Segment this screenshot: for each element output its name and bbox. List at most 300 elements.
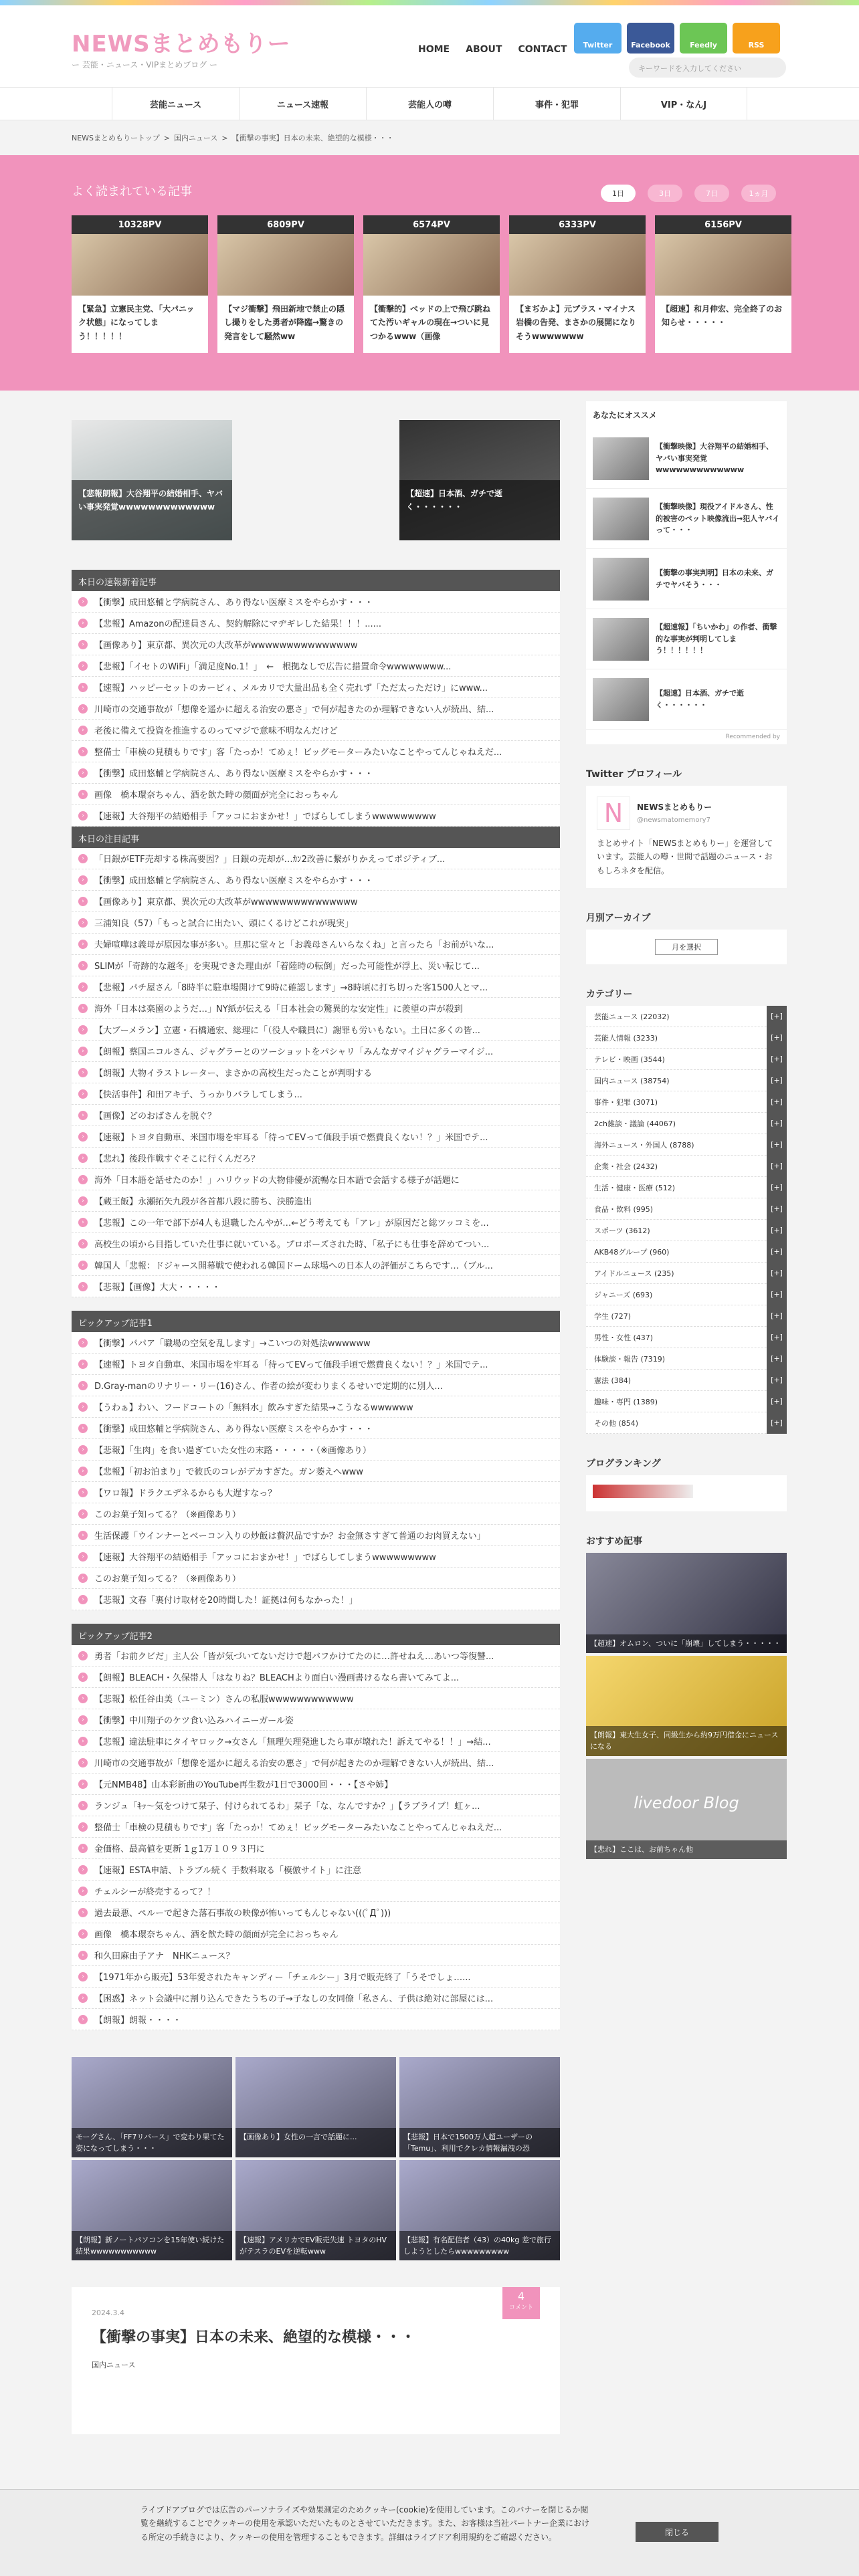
bullet-icon: › <box>78 1531 88 1540</box>
tab-1month[interactable]: 1ヵ月 <box>741 185 776 202</box>
list-item[interactable] <box>72 1332 560 1354</box>
list-item[interactable] <box>72 1148 560 1169</box>
category-item[interactable] <box>586 1348 787 1370</box>
list-item[interactable] <box>72 869 560 891</box>
list-item[interactable] <box>72 1169 560 1190</box>
list-item-text: 老後に備えて投資を推進するのってマジで意味不明なんだけど <box>94 726 338 736</box>
list-item-text: 三浦知良（57）「もっと試合に出たい、頭にくるけどこれが現実」 <box>94 919 354 929</box>
expand-icon[interactable]: [+] <box>767 1070 787 1091</box>
list-item-text: このお菓子知ってる？（※画像あり） <box>94 1574 241 1584</box>
list-item-text: 高校生の頃から目指していた仕事に就いている。プロボーズされた時、「私子にも仕事を辞めてつい... <box>94 1240 490 1250</box>
category-item[interactable] <box>586 1284 787 1305</box>
list-item-text: 【元NMB48】山本彩新曲のYouTube再生数が1日で3000回・・・【さや姉】 <box>94 1780 393 1790</box>
bullet-icon: › <box>78 1509 88 1519</box>
list-item[interactable] <box>72 1838 560 1859</box>
list-item[interactable] <box>72 655 560 677</box>
expand-icon[interactable]: [+] <box>767 1348 787 1370</box>
list-item-text: 【衝撃】成田悠輔と学病院さん、あり得ない医療ミスをやらかす・・・ <box>94 598 373 608</box>
expand-icon[interactable]: [+] <box>767 1327 787 1348</box>
list-item-text: 【朗報】BLEACH・久保帯人「はなりね？BLEACHより面白い漫画書けるなら書いてみてよ... <box>94 1673 460 1683</box>
bullet-icon: › <box>78 1844 88 1853</box>
list-item-text: 整備士「車検の見積もりです」客「たっか！てめぇ！ビッグモーターみたいなことやってんじゃねえだ... <box>94 748 502 758</box>
gnav-item[interactable]: 事件・犯罪 <box>493 88 620 120</box>
list-item[interactable] <box>72 1461 560 1482</box>
expand-icon[interactable]: [+] <box>767 1006 787 1027</box>
crumb-cat[interactable]: 国内ニュース <box>173 134 218 142</box>
bullet-icon: › <box>78 1424 88 1433</box>
crumb-home[interactable]: NEWSまとめもりートップ <box>72 134 160 142</box>
list-item[interactable] <box>72 1774 560 1795</box>
facebook-button[interactable]: Facebook <box>627 23 674 53</box>
list-item-text: 和久田麻由子アナ NHKニュース？ <box>94 1951 235 1961</box>
list-item-text: ランジュ「ｷｯ～気をつけて栞子、付けられてるわ」栞子「な、なんですか？」【ラブライブ！虹ヶ... <box>94 1802 480 1812</box>
list-item[interactable] <box>72 1688 560 1709</box>
bullet-icon: › <box>78 597 88 607</box>
profile-avatar[interactable]: N <box>597 796 630 830</box>
list-item[interactable] <box>72 912 560 934</box>
ranking-section <box>0 155 859 391</box>
category-label: 2ch雑談・議論 (44067) <box>594 1119 676 1128</box>
category-item[interactable] <box>586 1070 787 1091</box>
recommend-item[interactable] <box>586 429 787 489</box>
blogrank-banner[interactable] <box>593 1485 693 1498</box>
article-lists <box>72 570 560 2030</box>
category-item[interactable] <box>586 1177 787 1198</box>
category-item[interactable] <box>586 1327 787 1348</box>
comment-label: コメント <box>508 2304 533 2311</box>
expand-icon[interactable]: [+] <box>767 1027 787 1049</box>
bullet-icon: › <box>78 704 88 714</box>
category-item[interactable] <box>586 1412 787 1434</box>
osusume-title: おすすめ記事 <box>586 1527 787 1553</box>
recommend-thumb <box>593 558 649 601</box>
site-tagline: ー 芸能・ニュース・VIPまとめブログ ー <box>72 60 218 70</box>
profile-handle[interactable]: @newsmatomemory7 <box>637 816 710 824</box>
list-item-text: 【朗報】大物イラストレーター、まさかの高校生だったことが判明する <box>94 1069 373 1079</box>
list-item[interactable] <box>72 1988 560 2009</box>
list-item[interactable] <box>72 1212 560 1233</box>
ranking-title-text: 【マジ衝撃】飛田新地で禁止の隠し撮りをした勇者が降臨→驚きの発言をして騒然ww <box>224 304 345 341</box>
article-header <box>72 2287 560 2434</box>
list-item[interactable] <box>72 848 560 869</box>
recommend-text: 【衝撃の事実判明】日本の未来、ガチでヤバそう・・・ <box>656 568 773 589</box>
list-item[interactable] <box>72 1525 560 1546</box>
list-item[interactable] <box>72 1816 560 1838</box>
list-item-text: 【1971年から販売】53年愛されたキャンディー「チェルシー」3月で販売終了「うそでしょ…... <box>94 1973 471 1983</box>
category-item[interactable] <box>586 1091 787 1113</box>
recommend-item[interactable] <box>586 549 787 609</box>
bullet-icon: › <box>78 1132 88 1142</box>
gnav-item[interactable]: ニュース速報 <box>239 88 366 120</box>
list-item-text: 【悲報】「生肉」を食い過ぎていた女性の末路・・・・・（※画像あり） <box>94 1446 371 1456</box>
list-item-text: 【速報】大谷翔平の結婚相手「アッコにおまかせ！」でばらしてしまうwwwwwwwww <box>94 1553 436 1563</box>
list-item[interactable] <box>72 1019 560 1041</box>
list-item[interactable] <box>72 698 560 720</box>
bullet-icon: › <box>78 940 88 949</box>
list-item[interactable] <box>72 1503 560 1525</box>
bullet-icon: › <box>78 1574 88 1583</box>
list-item[interactable] <box>72 1126 560 1148</box>
featured-card[interactable] <box>399 420 560 540</box>
bullet-icon: › <box>78 1488 88 1497</box>
list-item[interactable] <box>72 1418 560 1439</box>
main-column <box>72 420 560 2434</box>
category-label: 生活・健康・医療 (512) <box>594 1183 676 1192</box>
crumb-current: 【衝撃の事実】日本の未来、絶望的な模様・・・ <box>231 134 394 142</box>
osusume-caption: 【悲れ】ここは、お前ちゃん他 <box>586 1840 787 1860</box>
recommend-text: 【衝撃映像】大谷翔平の結婚相手、ヤバい事実発覚wwwwwwwwwwwww <box>656 442 773 475</box>
category-label: テレビ・映画 (3544) <box>594 1055 665 1064</box>
list-item[interactable] <box>72 1375 560 1396</box>
article-category[interactable]: 国内ニュース <box>92 2361 136 2369</box>
list-item[interactable] <box>72 1276 560 1297</box>
list-item-text: 【悲報】文春「裏付け取材を20時間した！証拠は何もなかった！」 <box>94 1596 358 1606</box>
list-item[interactable] <box>72 1062 560 1083</box>
bullet-icon: › <box>78 726 88 735</box>
grid-card[interactable] <box>399 2160 560 2260</box>
list-item-text: 【困惑】ネット会議中に割り込んできたうちの子→子なしの女同僚「私さん、子供は絶対に部屋には... <box>94 1994 494 2004</box>
bullet-icon: › <box>78 1467 88 1476</box>
ranking-card[interactable] <box>509 215 646 353</box>
expand-icon[interactable]: [+] <box>767 1370 787 1391</box>
category-item[interactable] <box>586 1198 787 1220</box>
expand-icon[interactable]: [+] <box>767 1198 787 1220</box>
list-block <box>72 827 560 1297</box>
site-logo[interactable]: NEWSまとめもりー <box>72 31 291 58</box>
grid-card[interactable] <box>72 2160 232 2260</box>
recommend-text: 【超速報】「ちいかわ」の作者、衝撃的な事実が判明してしまう！！！！！！ <box>656 623 777 655</box>
list-item-text: 【蔵王飯】永瀬拓矢九段が各首都八段に勝ち、決勝進出 <box>94 1197 312 1207</box>
grid-card[interactable] <box>235 2160 396 2260</box>
list-item[interactable] <box>72 1482 560 1503</box>
list-item[interactable] <box>72 805 560 827</box>
list-heading: ピックアップ記事2 <box>72 1624 560 1645</box>
top-stripe <box>0 0 859 5</box>
grid-card[interactable] <box>399 2057 560 2157</box>
category-item[interactable] <box>586 1263 787 1284</box>
category-item[interactable] <box>586 1305 787 1327</box>
bullet-icon: › <box>78 1111 88 1120</box>
bullet-icon: › <box>78 1218 88 1227</box>
list-item[interactable] <box>72 1255 560 1276</box>
recommend-item[interactable] <box>586 609 787 669</box>
nav-about[interactable]: ABOUT <box>466 44 502 55</box>
list-item[interactable] <box>72 613 560 634</box>
category-label: 国内ニュース (38754) <box>594 1076 670 1085</box>
osusume-item[interactable] <box>586 1656 787 1756</box>
list-item-text: 【朗報】朗報・・・・ <box>94 2016 182 2026</box>
category-item[interactable] <box>586 1241 787 1263</box>
category-label: 芸能人情報 (3233) <box>594 1033 658 1043</box>
bullet-icon: › <box>78 1552 88 1562</box>
list-item[interactable] <box>72 1041 560 1062</box>
list-item[interactable] <box>72 1083 560 1105</box>
expand-icon[interactable]: [+] <box>767 1113 787 1134</box>
category-item[interactable] <box>586 1113 787 1134</box>
list-item-text: D.Gray-manのリナリー・リー(16)さん、作者の絵が変わりまくるせいで定期的に別人... <box>94 1382 443 1392</box>
list-item[interactable] <box>72 1439 560 1461</box>
ranking-pv: 6333PV <box>509 215 646 234</box>
list-item[interactable] <box>72 955 560 976</box>
bullet-icon: › <box>78 1196 88 1206</box>
blogrank-widget <box>586 1475 787 1511</box>
comment-count-badge[interactable] <box>502 2287 540 2319</box>
category-item[interactable] <box>586 1027 787 1049</box>
recommend-item[interactable] <box>586 489 787 549</box>
bullet-icon: › <box>78 1715 88 1725</box>
ranking-pv: 6574PV <box>363 215 500 234</box>
category-item[interactable] <box>586 1134 787 1156</box>
archive-widget <box>586 930 787 964</box>
list-item[interactable] <box>72 1945 560 1966</box>
top-nav <box>418 44 567 55</box>
bullet-icon: › <box>78 1282 88 1291</box>
list-item-text: 夫婦喧嘩は義母が原因な事が多い。旦那に堂々と「お義母さんいらなくね」と言ったら「お前がいな... <box>94 940 494 950</box>
global-nav <box>0 87 859 120</box>
nav-home[interactable]: HOME <box>418 44 450 55</box>
ranking-card[interactable] <box>655 215 791 353</box>
featured-title: 【悲報朗報】大谷翔平の結婚相手、ヤバい事実発覚wwwwwwwwwwwww <box>72 480 232 540</box>
grid-caption: 【悲報】有名配信者（43）の40kg 差で旅行しようとしたらwwwwwwwww <box>399 2231 560 2260</box>
list-item[interactable] <box>72 677 560 698</box>
ranking-image <box>72 234 208 296</box>
list-item[interactable] <box>72 998 560 1019</box>
list-item[interactable] <box>72 741 560 762</box>
category-item[interactable] <box>586 1049 787 1070</box>
gnav-item[interactable]: 芸能ニュース <box>112 88 239 120</box>
bullet-icon: › <box>78 811 88 821</box>
list-item-text: 【衝撃】パパア「職場の空気を乱します」→こいつの対処法wwwwww <box>94 1339 371 1349</box>
profile-title: Twitter プロフィール <box>586 760 787 786</box>
list-item-text: 【衝撃】中川翔子のケツ食い込みハイニーガール姿 <box>94 1716 294 1726</box>
bullet-icon: › <box>78 1047 88 1056</box>
crumb-sep: > <box>221 133 228 142</box>
list-item-text: 【悲れ】後段作戦すぐそこに行くんだろ？ <box>94 1154 260 1164</box>
list-item[interactable] <box>72 1859 560 1881</box>
article-title: 【衝撃の事実】日本の未来、絶望的な模様・・・ <box>92 2329 416 2346</box>
bullet-icon: › <box>78 1089 88 1099</box>
list-item[interactable] <box>72 2009 560 2030</box>
expand-icon[interactable]: [+] <box>767 1263 787 1284</box>
list-item[interactable] <box>72 1105 560 1126</box>
recommend-item[interactable] <box>586 669 787 730</box>
bullet-icon: › <box>78 619 88 628</box>
ranking-card[interactable] <box>217 215 354 353</box>
list-item[interactable] <box>72 1731 560 1752</box>
profile-widget <box>586 786 787 888</box>
list-item[interactable] <box>72 1752 560 1774</box>
bullet-icon: › <box>78 1651 88 1660</box>
list-item[interactable] <box>72 1568 560 1589</box>
list-item[interactable] <box>72 1190 560 1212</box>
category-item[interactable] <box>586 1006 787 1027</box>
list-item[interactable] <box>72 1923 560 1945</box>
recommend-text: 【衝撃映像】現役アイドルさん、性的被害のペット映像流出→犯人ヤバイって・・・ <box>656 502 780 535</box>
list-item[interactable] <box>72 934 560 955</box>
cookie-banner <box>0 2489 859 2576</box>
list-item-text: SLIMが「奇跡的な越冬」を実現できた理由が「着陸時の転倒」だった可能性が浮上、災い転じて... <box>94 962 480 972</box>
category-label: その他 (854) <box>594 1418 639 1428</box>
ranking-title-text: 【超速】和月伸宏、完全終了のお知らせ・・・・・ <box>662 304 783 328</box>
ranking-tabs <box>601 185 776 202</box>
bullet-icon: › <box>78 1239 88 1249</box>
list-item[interactable] <box>72 976 560 998</box>
list-item[interactable] <box>72 762 560 784</box>
grid-card[interactable] <box>235 2057 396 2157</box>
bullet-icon: › <box>78 1929 88 1939</box>
recommend-text: 【超速】日本酒、ガチで逝く・・・・・・ <box>656 688 744 710</box>
list-item[interactable] <box>72 1966 560 1988</box>
bullet-icon: › <box>78 790 88 799</box>
list-item[interactable] <box>72 720 560 741</box>
ranking-pv: 10328PV <box>72 215 208 234</box>
category-label: 男性・女性 (437) <box>594 1333 654 1342</box>
ranking-image <box>509 234 646 296</box>
list-item[interactable] <box>72 1396 560 1418</box>
ranking-card[interactable] <box>72 215 208 353</box>
grid-card[interactable] <box>72 2057 232 2157</box>
bullet-icon: › <box>78 1822 88 1832</box>
expand-icon[interactable]: [+] <box>767 1134 787 1156</box>
expand-icon[interactable]: [+] <box>767 1284 787 1305</box>
list-item[interactable] <box>72 1795 560 1816</box>
nav-contact[interactable]: CONTACT <box>518 44 567 55</box>
ranking-cards <box>72 215 791 353</box>
list-item-text: 【悲報】【画像】大大・・・・・ <box>94 1283 221 1293</box>
ranking-title-text: 【緊急】立憲民主党、「大パニック状態」になってしまう！！！！！ <box>78 304 195 341</box>
featured-card[interactable] <box>72 420 232 540</box>
list-item-text: 画像 橋本環奈ちゃん、酒を飲た時の顔面が完全におっちゃん <box>94 790 339 800</box>
expand-icon[interactable]: [+] <box>767 1220 787 1241</box>
expand-icon[interactable]: [+] <box>767 1391 787 1412</box>
list-item-text: 【衝撃】成田悠輔と学病院さん、あり得ない医療ミスをやらかす・・・ <box>94 769 373 779</box>
list-item[interactable] <box>72 1546 560 1568</box>
cookie-text: ライブドアブログでは広告のパーソナライズや効果測定のためクッキー(cookie)を使用しています。このバナーを閉じるか閲覧を継続することでクッキーの使用を承認いただいたものとさせていただきます。また、お客様は当社パートナー企業における所定の手続きにより、クッキーの使用を管理することもできます。詳細はライブドア利用規約をご確認ください。 <box>140 2505 590 2542</box>
list-item[interactable] <box>72 891 560 912</box>
list-item[interactable] <box>72 1354 560 1375</box>
category-item[interactable] <box>586 1220 787 1241</box>
sidebar <box>586 401 787 1862</box>
grid-caption: 【速報】アメリカでEV販売失速 トヨタのHVがテスラのEVを逆転www <box>235 2231 396 2260</box>
bullet-icon: › <box>78 1887 88 1896</box>
list-item-text: 過去最悪、ペルーで起きた落石事故の映像が怖いってもんじゃない(((ﾟДﾟ))) <box>94 1909 391 1919</box>
list-item-text: 韓国人「悲報：ドジャース開幕戦で使われる韓国ドーム球場への日本人の評価がこちらです…（ブル... <box>94 1261 493 1271</box>
list-item-text: 勇者「お前クビだ」主人公「皆が気づいてないだけで超バフかけてたのに…許せねえ…あいつ等復讐... <box>94 1652 494 1662</box>
list-item-text: 【悲報】Amazonの配達員さん、契約解除にマヂギレした結果！！！...... <box>94 619 381 629</box>
list-item[interactable] <box>72 1881 560 1902</box>
list-item[interactable] <box>72 784 560 805</box>
expand-icon[interactable]: [+] <box>767 1241 787 1263</box>
list-item-text: 【衝撃】成田悠輔と学病院さん、あり得ない医療ミスをやらかす・・・ <box>94 876 373 886</box>
expand-icon[interactable]: [+] <box>767 1412 787 1434</box>
list-item-text: 【速報】ハッピーセットのカービィ、メルカリで大量出品も全く売れず「ただ太っただけ」にwww... <box>94 683 488 693</box>
category-label: 事件・犯罪 (3071) <box>594 1097 658 1107</box>
expand-icon[interactable]: [+] <box>767 1156 787 1177</box>
list-item-text: 生活保護「ウインナーとベーコン入りの炒飯は贅沢品ですか？お金無さすぎて普通のお肉買えない」 <box>94 1531 486 1541</box>
bullet-icon: › <box>78 1994 88 2003</box>
ranking-title: よく読まれている記事 <box>72 185 192 199</box>
expand-icon[interactable]: [+] <box>767 1177 787 1198</box>
tab-7day[interactable]: 7日 <box>694 185 729 202</box>
gnav-item[interactable]: 芸能人の噂 <box>366 88 493 120</box>
feedly-button[interactable]: Feedly <box>680 23 727 53</box>
list-item[interactable] <box>72 1709 560 1731</box>
list-item[interactable] <box>72 591 560 613</box>
bullet-icon: › <box>78 661 88 671</box>
category-title: カテゴリー <box>586 980 787 1006</box>
category-label: 趣味・専門 (1389) <box>594 1397 658 1406</box>
category-item[interactable] <box>586 1156 787 1177</box>
sns-buttons <box>574 23 780 53</box>
list-item[interactable] <box>72 1902 560 1923</box>
osusume-item[interactable] <box>586 1759 787 1859</box>
list-heading: ピックアップ記事1 <box>72 1311 560 1332</box>
recommend-title: あなたにオススメ <box>586 401 787 429</box>
category-item[interactable] <box>586 1391 787 1412</box>
category-item[interactable] <box>586 1370 787 1391</box>
recommend-credit: Recommended by <box>725 734 780 740</box>
grid-caption: 【悲報】日本で1500万人超ユーザーの「Temu」、利用でクレカ情報漏洩の恐 <box>399 2128 560 2157</box>
bullet-icon: › <box>78 1595 88 1604</box>
archive-select[interactable]: 月を選択 <box>655 939 718 955</box>
bullet-icon: › <box>78 1951 88 1960</box>
rss-button[interactable]: RSS <box>733 23 780 53</box>
list-item-text: 【大ブーメラン】立憲・石橋通宏、総理に「（役人や職員に）謝罪も労いもない。土日に多くの皆... <box>94 1026 480 1036</box>
list-item-text: 【悲報】違法駐車にタイヤロック→女さん「無理矢理発進したら車が壊れた！訴えてやる！！」→結... <box>94 1737 491 1747</box>
recommend-list <box>586 429 787 730</box>
list-item[interactable] <box>72 1589 560 1610</box>
list-item-text: 【悲報】松任谷由美（ユーミン）さんの私服wwwwwwwwwwww <box>94 1695 354 1705</box>
expand-icon[interactable]: [+] <box>767 1091 787 1113</box>
gnav-item[interactable]: VIP・なんJ <box>620 88 747 120</box>
profile-name[interactable]: NEWSまとめもりー <box>637 802 712 813</box>
expand-icon[interactable]: [+] <box>767 1305 787 1327</box>
ranking-image <box>363 234 500 296</box>
archive-title: 月別アーカイブ <box>586 904 787 930</box>
bullet-icon: › <box>78 1673 88 1682</box>
cookie-close-button[interactable]: 閉じる <box>636 2522 719 2542</box>
expand-icon[interactable]: [+] <box>767 1049 787 1070</box>
livedoor-logo: livedoor Blog <box>634 1794 739 1813</box>
list-item-text: 海外「日本語を話せたのか！」ハリウッドの大物俳優が流暢な日本語で会話する様子が話題に <box>94 1176 460 1186</box>
list-item[interactable] <box>72 634 560 655</box>
list-item[interactable] <box>72 1233 560 1255</box>
tab-1day[interactable]: 1日 <box>601 185 636 202</box>
bullet-icon: › <box>78 683 88 692</box>
tab-3day[interactable]: 3日 <box>648 185 682 202</box>
ranking-title-text: 【衝撃的】ベッドの上で飛び跳ねてた汚いギャルの現在→ついに見つかるwww（画像 <box>370 304 491 341</box>
list-item-text: 川崎市の交通事故が「想像を遥かに超える治安の悪さ」で何が起きたのか理解できない人が続出、結... <box>94 1759 494 1769</box>
blogrank-title: ブログランキング <box>586 1450 787 1475</box>
category-label: アイドルニュース (235) <box>594 1269 674 1278</box>
osusume-item[interactable] <box>586 1553 787 1653</box>
grid-caption: 【朗報】新ノートパソコンを15年使い続けた結果wwwwwwwwwww <box>72 2231 232 2260</box>
list-item-text: 【快活事件】和田アキ子、うっかりバラしてしまう... <box>94 1090 302 1100</box>
bullet-icon: › <box>78 1780 88 1789</box>
list-item[interactable] <box>72 1667 560 1688</box>
search-input[interactable]: キーワードを入力してください <box>629 58 786 78</box>
header <box>0 5 859 87</box>
recommend-thumb <box>593 618 649 661</box>
twitter-button[interactable]: Twitter <box>574 23 622 53</box>
ranking-card[interactable] <box>363 215 500 353</box>
category-list <box>586 1006 787 1434</box>
list-item-text: 【悲報】この一年で部下が4人も退職したんやが…←どう考えても「アレ」が原因だと総ツッコミを... <box>94 1218 489 1228</box>
list-item[interactable] <box>72 1645 560 1667</box>
bullet-icon: › <box>78 854 88 863</box>
bullet-icon: › <box>78 2015 88 2024</box>
list-item-text: 川崎市の交通事故が「想像を遥かに超える治安の悪さ」で何が起きたのか理解できない人が続出、結... <box>94 705 494 715</box>
